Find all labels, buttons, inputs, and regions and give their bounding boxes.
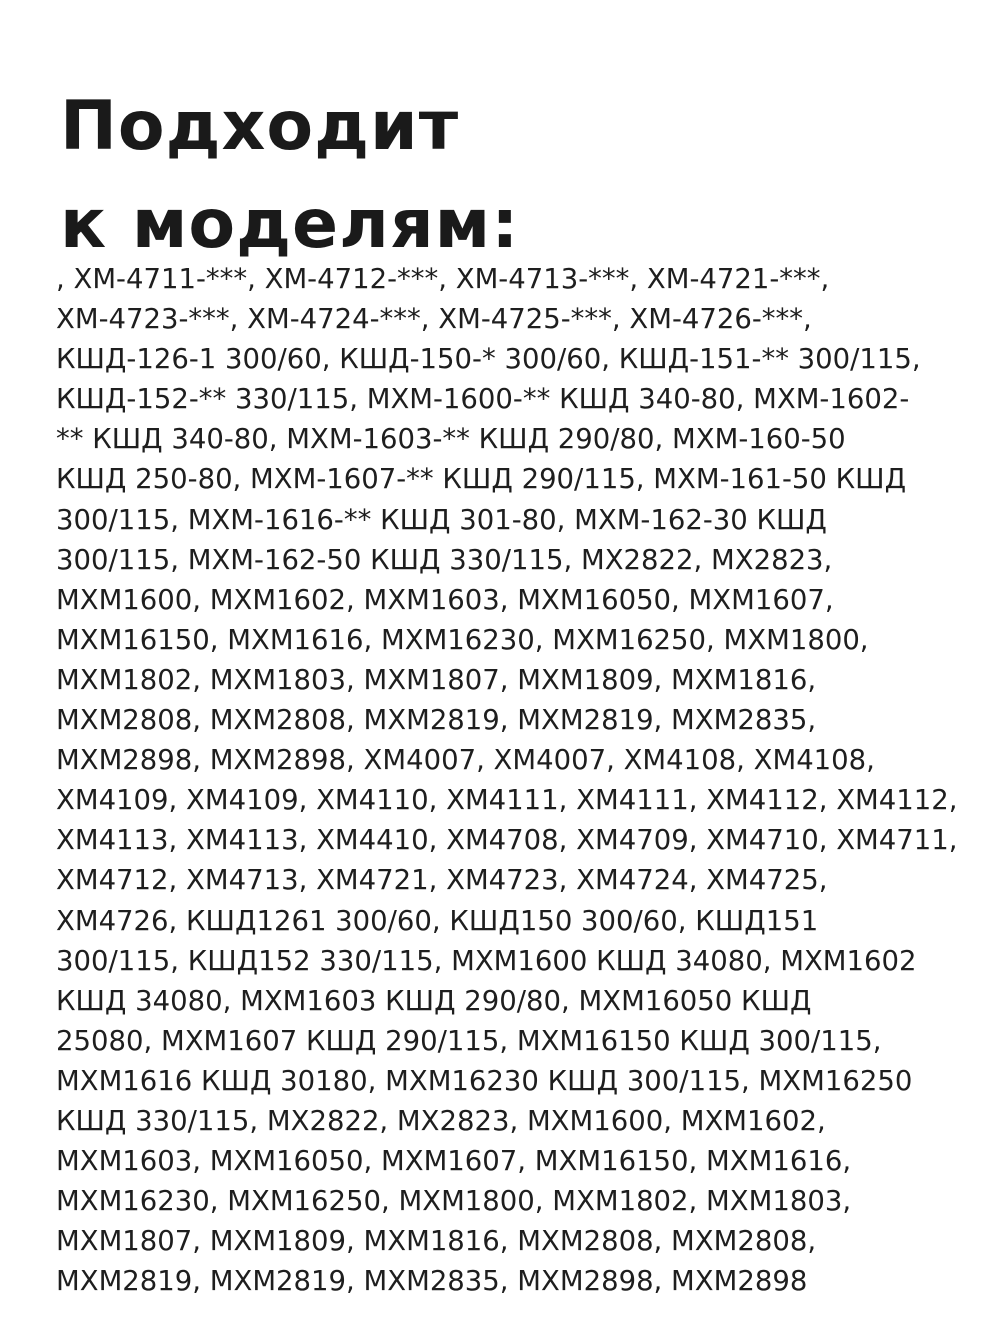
models-line: MXM2898, MXM2898, XM4007, XM4007, XM4108, XM4108,	[56, 744, 875, 777]
compatible-models-list	[56, 259, 981, 1301]
models-line: МХМ2819, МХМ2819, МХМ2835, МХМ2898, МХМ2898	[56, 1265, 808, 1298]
models-line: МХМ1616 КШД 30180, МХМ16230 КШД 300/115, МХМ16250	[56, 1064, 913, 1097]
models-line: МХМ1603, МХМ16050, МХМ1607, МХМ16150, МХМ1616,	[56, 1145, 852, 1178]
models-line: 300/115, МХМ-1616-** КШД 301-80, МХМ-162-30 КШД	[56, 503, 827, 536]
models-line: 25080, МХМ1607 КШД 290/115, МХМ16150 КШД 300/115,	[56, 1024, 882, 1057]
models-line: 300/115, МХМ-162-50 КШД 330/115, MX2822, MX2823,	[56, 543, 833, 576]
title-line-1: Подходит	[60, 87, 460, 166]
models-line: КШД-126-1 300/60, КШД-150-* 300/60, КШД-151-** 300/115,	[56, 343, 921, 376]
models-line: MXM2808, MXM2808, MXM2819, MXM2819, MXM2835,	[56, 704, 817, 737]
models-line: МХМ1807, МХМ1809, МХМ1816, МХМ2808, МХМ2808,	[56, 1225, 817, 1258]
page-title	[60, 78, 519, 274]
models-line: КШД 330/115, МХ2822, МХ2823, МХМ1600, МХМ1602,	[56, 1104, 826, 1137]
models-line: ХМ-4723-***, ХМ-4724-***, ХМ-4725-***, ХМ-4726-***,	[56, 303, 812, 336]
models-line: XM4726, КШД1261 300/60, КШД150 300/60, КШД151	[56, 904, 819, 937]
title-line-2: к моделям:	[60, 185, 520, 264]
models-line: XM4113, XM4113, XM4410, XM4708, XM4709, XM4710, XM4711,	[56, 824, 958, 857]
models-line: МХМ16230, МХМ16250, МХМ1800, МХМ1802, МХМ1803,	[56, 1185, 852, 1218]
models-line: , ХМ-4711-***, ХМ-4712-***, ХМ-4713-***, ХМ-4721-***,	[56, 263, 830, 295]
models-line: 300/115, КШД152 330/115, МХМ1600 КШД 34080, МХМ1602	[56, 944, 917, 977]
models-line: MXM16150, MXM1616, MXM16230, MXM16250, MXM1800,	[56, 623, 869, 656]
models-line: MXM1802, MXM1803, MXM1807, MXM1809, MXM1816,	[56, 663, 817, 696]
models-line: КШД 250-80, МХМ-1607-** КШД 290/115, МХМ-161-50 КШД	[56, 463, 907, 496]
models-line: XM4712, XM4713, XM4721, XM4723, XM4724, XM4725,	[56, 864, 828, 897]
models-line: MXM1600, MXM1602, MXM1603, MXM16050, MXM1607,	[56, 583, 834, 616]
models-line: КШД 34080, МХМ1603 КШД 290/80, МХМ16050 КШД	[56, 984, 812, 1017]
models-line: КШД-152-** 330/115, МХМ-1600-** КШД 340-80, МХМ-1602-	[56, 383, 910, 416]
models-line: ** КШД 340-80, МХМ-1603-** КШД 290/80, МХМ-160-50	[56, 423, 846, 456]
models-line: XM4109, XM4109, XM4110, XM4111, XM4111, XM4112, XM4112,	[56, 784, 958, 817]
